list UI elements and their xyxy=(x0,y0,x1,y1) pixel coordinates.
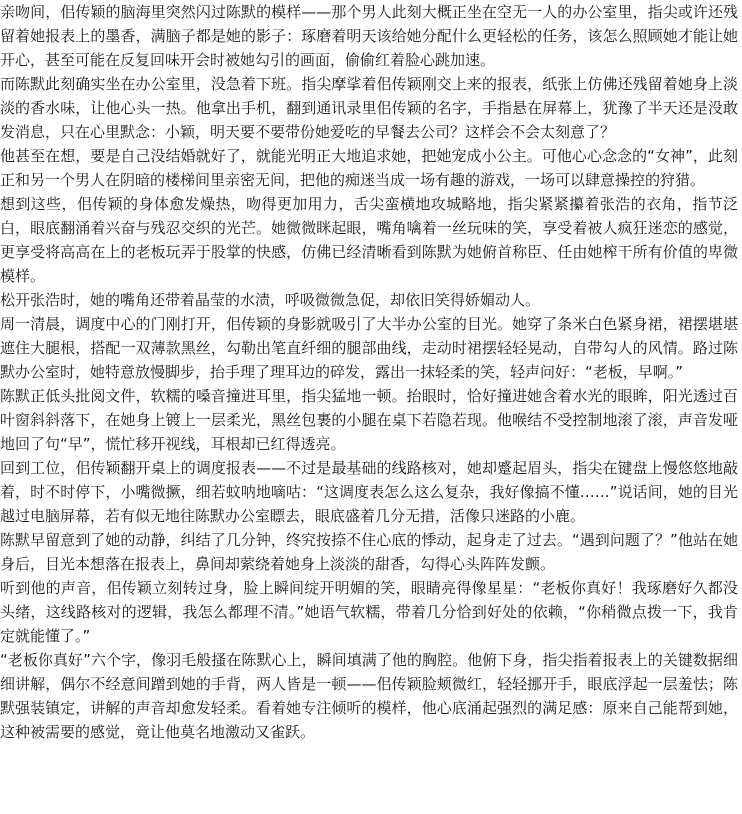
paragraph: 听到他的声音，佀传颖立刻转过身，脸上瞬间绽开明媚的笑，眼睛亮得像星星：“老板你真好！我琢磨好久都没头绪，这线路核对的逻辑，我怎么都理不清。”她语气软糯，带着几分恰到好处的依赖，“你稍微点拨一下，我肯定就能懂了。” xyxy=(0,579,738,645)
paragraph: “老板你真好”六个字，像羽毛般搔在陈默心上，瞬间填满了他的胸腔。他俯下身，指尖指着报表上的关键数据细细讲解，偶尔不经意间蹭到她的手背，两人皆是一顿——佀传颖脸颊微红，轻轻挪开手，眼底浮起一层羞怯；陈默强装镇定，讲解的声音却愈发轻柔。看着她专注倾听的模样，他心底涌起强烈的满足感：原来自己能帮到她，这种被需要的感觉，竟让他莫名地激动又雀跃。 xyxy=(0,651,738,741)
paragraph: 松开张浩时，她的嘴角还带着晶莹的水渍，呼吸微微急促，却依旧笑得娇媚动人。 xyxy=(0,291,541,309)
paragraph: 陈默正低头批阅文件，软糯的嗓音撞进耳里，指尖猛地一顿。抬眼时，恰好撞进她含着水光的眼眸，阳光透过百叶窗斜斜落下，在她身上镀上一层柔光，黑丝包裹的小腿在桌下若隐若现。他喉结不受控制地滚了滚，声音发哑地回了句“早”，慌忙移开视线，耳根却已红得透亮。 xyxy=(0,387,738,453)
paragraph: 周一清晨，调度中心的门刚打开，佀传颖的身影就吸引了大半办公室的目光。她穿了条米白色紧身裙，裙摆堪堪遮住大腿根，搭配一双薄款黑丝，勾勒出笔直纤细的腿部曲线，走动时裙摆轻轻晃动，自带勾人的风情。路过陈默办公室时，她特意放慢脚步，抬手理了理耳边的碎发，露出一抹轻柔的笑，轻声问好：“老板，早啊。” xyxy=(0,315,738,381)
paragraph: 想到这些，佀传颖的身体愈发燥热，吻得更加用力，舌尖蛮横地攻城略地，指尖紧紧攥着张浩的衣角，指节泛白，眼底翻涌着兴奋与残忍交织的光芒。她微微眯起眼，嘴角噙着一丝玩味的笑，享受着被人疯狂迷恋的感觉，更享受将高高在上的老板玩弄于股掌的快感，仿佛已经清晰看到陈默为她俯首称臣、任由她榨干所有价值的卑微模样。 xyxy=(0,195,738,285)
paragraph: 回到工位，佀传颖翻开桌上的调度报表——不过是最基础的线路核对，她却蹙起眉头，指尖在键盘上慢悠悠地敲着，时不时停下，小嘴微撅，细若蚊呐地嘀咕：“这调度表怎么这么复杂，我好像搞不懂……”说话间，她的目光越过电脑屏幕，若有似无地往陈默办公室瞟去，眼底盛着几分无措，活像只迷路的小鹿。 xyxy=(0,459,738,525)
paragraph: 陈默早留意到了她的动静，纠结了几分钟，终究按捺不住心底的悸动，起身走了过去。“遇到问题了？”他站在她身后，目光本想落在报表上，鼻间却萦绕着她身上淡淡的甜香，勾得心头阵阵发颤。 xyxy=(0,531,738,573)
paragraph: 他甚至在想，要是自己没结婚就好了，就能光明正大地追求她，把她宠成小公主。可他心心念念的“女神”，此刻正和另一个男人在阴暗的楼梯间里亲密无间，把他的痴迷当成一场有趣的游戏，一场可以肆意操控的狩猎。 xyxy=(0,147,738,189)
paragraph: 而陈默此刻确实坐在办公室里，没急着下班。指尖摩挲着佀传颖刚交上来的报表，纸张上仿佛还残留着她身上淡淡的香水味，让他心头一热。他拿出手机，翻到通讯录里佀传颖的名字，手指悬在屏幕上，犹豫了半天还是没敢发消息，只在心里默念：小颖，明天要不要带份她爱吃的早餐去公司？这样会不会太刻意了？ xyxy=(0,75,738,141)
paragraph: 亲吻间，佀传颖的脑海里突然闪过陈默的模样——那个男人此刻大概正坐在空无一人的办公室里，指尖或许还残留着她报表上的墨香，满脑子都是她的影子：琢磨着明天该给她分配什么更轻松的任务，该怎么照顾她才能让她开心，甚至可能在反复回味开会时被她勾引的画面，偷偷红着脸心跳加速。 xyxy=(0,3,738,69)
